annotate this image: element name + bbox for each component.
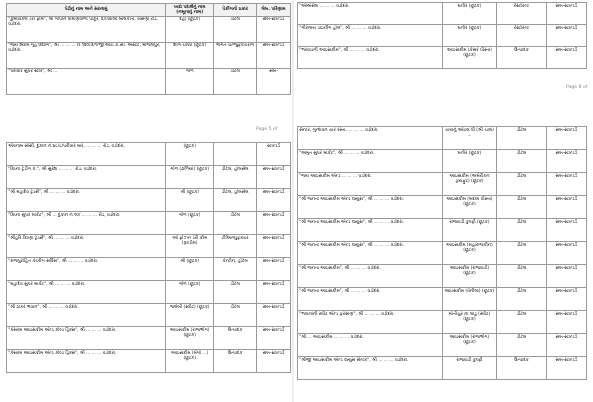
cell-lab-result: સબ-સ્ટાન્ડર્ડ: [256, 16, 290, 42]
cell-lab-result: સબ-સ્ટાન્ડર્ડ: [256, 166, 290, 189]
cell-packing-type: ડીટેલ, હોલસેલ: [214, 166, 257, 189]
cell-packing-type: ઉત્પાદક: [497, 47, 546, 69]
data-table-bottom-left: [6, 142, 291, 373]
data-table-top-right: [297, 2, 587, 69]
cell-firm-name-address: "ગીરાલય ડાઇનીંગ હોલ", શ્રી ... ... ... વડોદરા.: [298, 25, 443, 47]
cell-packing-type: ટીઅિન્યુફક્ચર: [214, 235, 257, 258]
cell-packing-type: ડીટેલ: [214, 16, 257, 42]
header-packing-type: પેકીંગનો પ્રકાર: [214, 4, 257, 17]
cell-lab-result: સબ-સ્ટાન્ડર્ડ: [546, 127, 586, 150]
cell-lab-result: સબ-સ્ટાન્ડર્ડ: [546, 265, 586, 288]
table-row: [298, 357, 587, 380]
header-lab-result: લેબ. પરિણામ: [256, 4, 290, 17]
cell-packing-type: ડીટેલ: [497, 311, 546, 334]
table-row: [298, 3, 587, 25]
cell-firm-name-address: "શ્રીજી આઇસક્રીમ એન્ડ જ્યુસ સેન્ટર", શ્રી ... ... ... વડોદરા.: [298, 357, 443, 380]
cell-firm-name-address: "શ્રી ... આઇસક્રીમ ... ... ... વડોદરા.: [298, 334, 443, 357]
cell-firm-name-address: "જય શ્યામ ગૃહ ઉદ્યોગ", શ્રી ... ... ... નં.૧૨૦/૩/૧/જી.આઇ.ડી.સી. એસ્ટેટ, માંજલપુર, વડોદરા.: [7, 42, 166, 68]
cell-food-item: દહીં (છૂટક): [166, 16, 214, 42]
cell-food-item: ગોળ: [166, 68, 214, 94]
cell-packing-type: જગત ચેન્જુફેકચરીંગ: [214, 42, 257, 68]
table-row: [298, 265, 587, 288]
cell-firm-name-address: "કેસરમ આઇસક્રીમ એન્ડ કોલ્ડ ડ્રિંક્સ", શ્રી ... ... ... વડોદરા.: [7, 350, 166, 373]
table-row: [298, 173, 587, 196]
cell-food-item: આઇસક્રીમ (મેંગો ...) (છૂટક): [166, 350, 214, 373]
cell-lab-result: સબ-સ્ટાન્ડર્ડ: [546, 3, 586, 25]
table-row: [298, 127, 587, 150]
table-row: [298, 25, 587, 47]
cell-lab-result: સબ-સ્ટાન્ડર્ડ: [546, 334, 586, 357]
cell-lab-result: સબ-સ્ટાન્ડર્ડ: [256, 350, 290, 373]
cell-packing-type: ડીટેલ: [214, 212, 257, 235]
cell-lab-result: સબ-સ્ટાન્ડર્ડ: [256, 304, 290, 327]
cell-packing-type: ડીટેલ: [497, 150, 546, 173]
cell-packing-type: ડીટેલ, હોલસેલ: [214, 189, 257, 212]
cell-packing-type: [214, 143, 257, 166]
cell-food-item: ઓ ફ્રોઝન ડેરી ક્રીમ (રૂકડીમ): [166, 235, 214, 258]
cell-firm-name-address: "રાજપુરોહિત કેટરીંગ સર્વિસ", શ્રી ... ... ... વડોદરા.: [7, 258, 166, 281]
cell-lab-result: સબ-સ્ટાન્ડર્ડ: [546, 25, 586, 47]
cell-packing-type: રેસ્ટોરન્ટ: [497, 25, 546, 47]
cell-firm-name-address: "એમ્બેસેલ ... ... ... વડોદરા.: [298, 3, 443, 25]
cell-firm-name-address: સેન્ટર, ગુન્દાવન ચાર રસ્તા, ... ... ... વડોદરા.: [298, 127, 443, 150]
cell-firm-name-address: "ભરવાડની આઇસક્રીમ", શ્રી ... ... ... વડોદરા.: [298, 47, 443, 69]
table-row: [7, 350, 291, 373]
cell-food-item: મોતીચુર ના લાડુ (સ્વીટ) (છૂટક): [442, 311, 497, 334]
cell-packing-type: ડીટેલ: [497, 265, 546, 288]
table-row: [7, 327, 291, 350]
cell-food-item: આઇસક્રીમ (અમેરીકન ડ્રાયફ્રુટ) (છૂટક): [442, 173, 497, 196]
header-firm: પેઢીનું નામ અને સરનામું: [7, 4, 166, 17]
cell-food-item: ગોળ (છૂટક): [166, 212, 214, 235]
cell-firm-name-address: "અમૃત સુપર માર્કેટ", શ્રી ... ... ... વડોદરા.: [298, 150, 443, 173]
cell-lab-result: સબ-સ્ટાન્ડર્ડ: [546, 173, 586, 196]
cell-lab-result: સબ-સ્ટાન્ડર્ડ: [546, 150, 586, 173]
cell-firm-name-address: "કેસરમ આઇસક્રીમ એન્ડ કોલ્ડ ડ્રિંક્સ", શ્રી ... ... ... વડોદરા.: [7, 327, 166, 350]
cell-food-item: ઘનીર (છૂટક): [442, 150, 497, 173]
cell-firm-name-address: "શ્રી જનતા આઇસક્રીમ એન્ડ જ્યુસ", શ્રી ... ... ... વડોદરા.: [298, 242, 443, 265]
cell-firm-name-address: "શ્રી જનતા આઇસક્રીમ", શ્રી ... ... ... વડોદરા.: [298, 265, 443, 288]
cell-firm-name-address: "શ્રીહરિ ક્રિષ્ણા ટ્રેડર્સ", શ્રી ... ... ... વડોદરા.: [7, 235, 166, 258]
cell-lab-result: સબ-સ્ટાન્ડર્ડ: [256, 42, 290, 68]
cell-food-item: આઇસક્રીમ (બદામ પીસ્તા) (છૂટક): [442, 196, 497, 219]
cell-lab-result: સબ-: [256, 68, 290, 94]
cell-food-item: આઇસક્રીમ (વેનીલા) (છૂટક): [442, 288, 497, 311]
table-row: [7, 235, 291, 258]
cell-firm-name-address: "શ્રી મહાદેવ ટ્રેડર્સ", શ્રી ... ... ... વડોદરા.: [7, 189, 166, 212]
cell-lab-result: સબ-સ્ટાન્ડર્ડ: [256, 235, 290, 258]
cell-food-item: જલેબી (સ્વીટ) (છૂટક): [166, 304, 214, 327]
table-row: [7, 281, 291, 304]
cell-packing-type: ડીટેલ: [497, 196, 546, 219]
table-row: [7, 42, 291, 68]
cell-firm-name-address: "જય આઇસક્રીમ એન્ડ ... ... ... વડોદરા.: [298, 173, 443, 196]
cell-packing-type: ડીટેલ: [497, 127, 546, 150]
cell-firm-name-address: "શ્રી જનતા આઇસક્રીમ એન્ડ જ્યુસ", શ્રી ... ... ... વડોદરા.: [298, 196, 443, 219]
cell-food-item: ઘનીર (છૂટક): [442, 3, 497, 25]
cell-packing-type: કેન્ટીન, હોટેલ: [214, 258, 257, 281]
cell-packing-type: ઉત્પાદક: [214, 327, 257, 350]
table-row: [7, 166, 291, 189]
cell-packing-type: ઉત્પાદક: [497, 357, 546, 380]
table-row: [7, 143, 291, 166]
table-row: [7, 68, 291, 94]
page-divider: [292, 0, 294, 402]
cell-lab-result: સબ-સ્ટાન્ડર્ડ: [256, 327, 290, 350]
cell-lab-result: સબ-સ્ટાન્ડર્ડ: [546, 196, 586, 219]
cell-packing-type: ડીટેલ: [497, 334, 546, 357]
cell-firm-name-address: "મહાદેવ સુપર માર્કેટ", શ્રી ... ... ... વડોદરા.: [7, 281, 166, 304]
cell-lab-result: સબ-સ્ટાન્ડર્ડ: [256, 212, 290, 235]
table-header-row: [7, 4, 291, 17]
cell-packing-type: ડીટેલ: [214, 68, 257, 94]
cell-food-item: શ્રી (છૂટક): [166, 258, 214, 281]
cell-lab-result: સબ-સ્ટાન્ડર્ડ: [546, 219, 586, 242]
panel-bottom-left: [6, 142, 291, 400]
cell-firm-name-address: "ક્રિષ્ના ટ્રેડીંગ કં.", શ્રી સુરેશ ... ... ... રોડ, વડોદરા.: [7, 166, 166, 189]
table-row: [7, 16, 291, 42]
cell-food-item: શીંગ ચીક્કી (છૂટક): [166, 42, 214, 68]
cell-lab-result: સબ-સ્ટાન્ડર્ડ: [546, 242, 586, 265]
cell-food-item: ગોળ (ઢાળિયાં) (છૂટક): [166, 166, 214, 189]
cell-packing-type: ડીટેલ: [497, 173, 546, 196]
cell-food-item: ચાયનું ઓઇલ ધી (શ્રી ચાલ) ...: [442, 127, 497, 150]
panel-top-left: [6, 3, 291, 125]
table-row: [298, 150, 587, 173]
cell-lab-result: સ્ટાન્ડર્ડ: [256, 143, 290, 166]
cell-packing-type: ડીટેલ: [214, 304, 257, 327]
data-table-top-left: [6, 3, 291, 95]
cell-firm-name-address: "પરીવાર સુપર સ્ટોર", શ્રી ...: [7, 68, 166, 94]
table-row: [298, 288, 587, 311]
cell-packing-type: ડીટેલ: [497, 288, 546, 311]
cell-packing-type: ડીટેલ: [497, 242, 546, 265]
table-row: [7, 189, 291, 212]
cell-lab-result: સબ-સ્ટાન્ડર્ડ: [546, 357, 586, 380]
cell-food-item: આઇસક્રીમ (રાજવાડી) (છૂટક): [442, 265, 497, 288]
table-row: [298, 311, 587, 334]
cell-food-item: ઘનીર (છૂટક): [442, 25, 497, 47]
table-row: [7, 304, 291, 327]
cell-lab-result: સબ-સ્ટાન્ડર્ડ: [546, 311, 586, 334]
cell-lab-result: સબ-સ્ટાન્ડર્ડ: [256, 258, 290, 281]
table-row: [7, 212, 291, 235]
page-number-right: Page 8 of: [566, 85, 588, 90]
table-row: [298, 334, 587, 357]
cell-food-item: ગોળ (છૂટક): [166, 281, 214, 304]
table-row: [298, 242, 587, 265]
cell-firm-name-address: "શ્રી જનતા આઇસક્રીમ", શ્રી ... ... ... વડોદરા.: [298, 288, 443, 311]
cell-food-item: આઇસક્રીમ (કેસર પીસ્તા) (છૂટક): [442, 47, 497, 69]
cell-food-item: આઇસક્રીમ (મહારાજકીન) (છૂટક): [442, 242, 497, 265]
page-number-left: Page 5 of: [256, 127, 278, 132]
cell-food-item: આઇસક્રીમ (રાજભોગ) (છૂટક): [442, 334, 497, 357]
cell-lab-result: સબ-સ્ટાન્ડર્ડ: [546, 47, 586, 69]
cell-food-item: આઇસક્રીમ (રાજભોગ) (છૂટક): [166, 327, 214, 350]
cell-food-item: (છૂટક): [166, 143, 214, 166]
cell-packing-type: ડીટેલ: [214, 281, 257, 304]
cell-packing-type: ડીટેલ: [497, 219, 546, 242]
cell-firm-name-address: "શ્રી જનતા આઇસક્રીમ એન્ડ જ્યુસ", શ્રી ... ... ... વડોદરા.: [298, 219, 443, 242]
cell-packing-type: ઉત્પાદક: [214, 350, 257, 373]
cell-food-item: રાજવાડી કુલ્ફી: [442, 357, 497, 380]
table-row: [298, 196, 587, 219]
cell-food-item: રાજવાડી કુલ્ફી (છૂટક): [442, 219, 497, 242]
cell-lab-result: સબ-સ્ટાન્ડર્ડ: [256, 189, 290, 212]
cell-packing-type: રેસ્ટોરન્ટ: [497, 3, 546, 25]
data-table-bottom-right: [297, 126, 587, 380]
cell-lab-result: સબ-સ્ટાન્ડર્ડ: [546, 288, 586, 311]
cell-lab-result: સબ-સ્ટાન્ડર્ડ: [256, 281, 290, 304]
cell-firm-name-address: એવનામ સોસી, દુકાન નં.૪૮/૮/પરીવાર માર, ... ... ... રોડ, વડોદરા.: [7, 143, 166, 166]
cell-firm-name-address: "શ્રી ઠાકર ભવાન", શ્રી ... ... ... વડોદરા.: [7, 304, 166, 327]
cell-food-item: શ્રી (છૂટક): [166, 189, 214, 212]
cell-firm-name-address: "કુમાવિકલ ડેરી ફાર્મ", શ્રી ગોપીન વાઘાણવાળા પાકૂર, દ/ત્રિવાલી બાલકીર્ત્ત, વાસણા રોડ, વડોદરા.: [7, 16, 166, 42]
table-row: [7, 258, 291, 281]
table-row: [298, 219, 587, 242]
panel-top-right: [297, 2, 587, 84]
header-food-item: ખાદ્ય પદાર્થનું નામ (નમૂનાનું નામ): [166, 4, 214, 17]
table-row: [298, 47, 587, 69]
cell-firm-name-address: "ભાવનાની સ્વીટ એન્ડ ફરસાણ", શ્રી ... ... ... વડોદરા.: [298, 311, 443, 334]
panel-bottom-right: [297, 126, 587, 400]
cell-firm-name-address: "ક્રિષ્ના સુપર માર્કેટ", શ્રી ... દુકાન નં.૧૦/ ... ... ... રોડ, વડોદરા.: [7, 212, 166, 235]
